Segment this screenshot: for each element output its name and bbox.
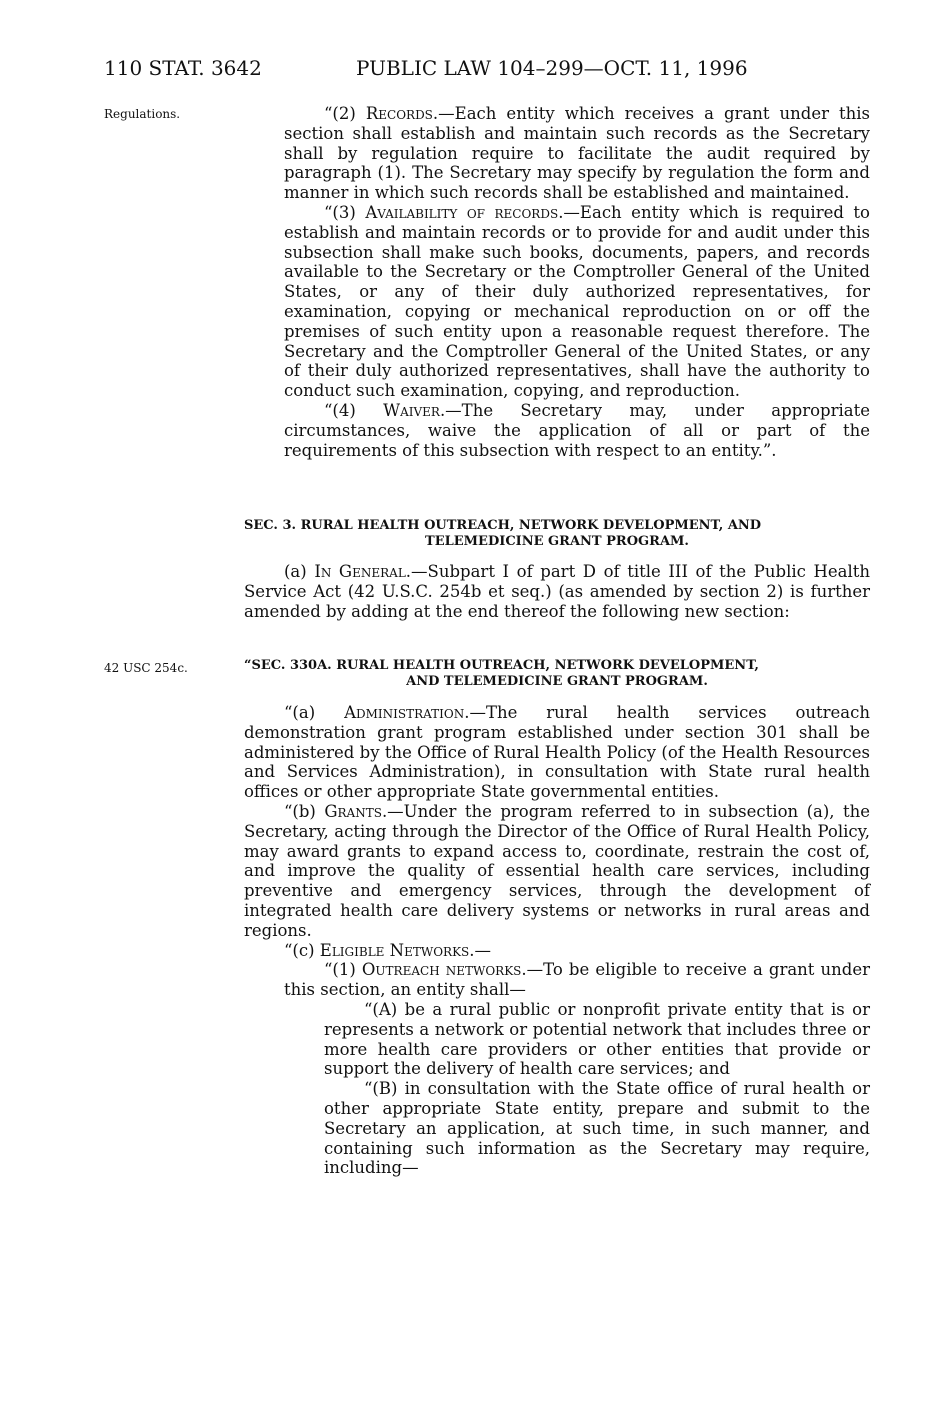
subsection-a-administration: “(a) Administration.—The rural health services outreach demonstration grant program established under section 301 shall be administered by the Office of Rural Health Policy (of the Health Resources and Services Administration), in consultation with State rural health offices or other appropriate State governmental entities. [244,703,870,802]
section-3-heading: SEC. 3. RURAL HEALTH OUTREACH, NETWORK DEVELOPMENT, AND TELEMEDICINE GRANT PROGRAM. [244,518,762,549]
subsection-c-eligible-networks: “(c) Eligible Networks.— [284,940,492,960]
section-330a-body [244,703,870,1178]
paragraph-4-waiver: “(4) Waiver.—The Secretary may, under appropriate circumstances, waive the application of all or part of the requirements of this subsection with respect to an entity.”. [284,400,870,460]
section-3-subsection-a: (a) In General.—Subpart I of part D of title III of the Public Health Service Act (42 U.S.C. 254b et seq.) (as amended by section 2) is further amended by adding at the end thereof the following new section: [244,562,870,621]
paragraph-3-availability: “(3) Availability of records.—Each entity which is required to establish and maintain records or to provide for and audit under this subsection shall make such books, documents, papers, and records available to the Secretary or the Comptroller General of the United States, or any of their duly authorized representatives, for examination, copying or mechanical reproduction on or off the premises of such entity upon a reasonable request therefore. The Secretary and the Comptroller General of the United States, or any of their duly authorized representatives, shall have the authority to conduct such examination, copying, and reproduction. [284,202,870,401]
paragraph-c1-outreach-networks: “(1) Outreach networks.—To be eligible to receive a grant under this section, an entity shall— [284,960,870,1000]
public-law-title: PUBLIC LAW 104–299—OCT. 11, 1996 [356,56,748,80]
section-330a-heading: “SEC. 330A. RURAL HEALTH OUTREACH, NETWORK DEVELOPMENT, AND TELEMEDICINE GRANT PROGRAM. [244,658,759,689]
paragraph-2-records: “(2) Records.—Each entity which receives a grant under this section shall establish and maintain such records as the Secretary shall by regulation require to facilitate the audit required by paragraph (1). The Secretary may specify by regulation the form and manner in which such records shall be established and maintained. [284,104,870,203]
subparagraph-B: “(B) in consultation with the State office of rural health or other appropriate State entity, prepare and submit to the Secretary an application, at such time, in such manner, and containing such information as the Secretary may require, including— [324,1079,870,1178]
margin-note-regulations: Regulations. [104,107,181,121]
margin-note-usc: 42 USC 254c. [104,661,188,675]
subparagraph-A: “(A) be a rural public or nonprofit private entity that is or represents a network or potential network that includes three or more health care providers or other entities that provide or support the delivery of health care services; and [324,999,870,1079]
paragraphs-2-4 [284,104,870,460]
stat-citation: 110 STAT. 3642 [104,56,262,80]
subsection-b-grants: “(b) Grants.—Under the program referred to in subsection (a), the Secretary, acting through the Director of the Office of Rural Health Policy, may award grants to expand access to, coordinate, restrain the cost of, and improve the quality of essential health care services, including preventive and emergency services, through the development of integrated health care delivery systems or networks in rural areas and regions. [244,801,870,940]
